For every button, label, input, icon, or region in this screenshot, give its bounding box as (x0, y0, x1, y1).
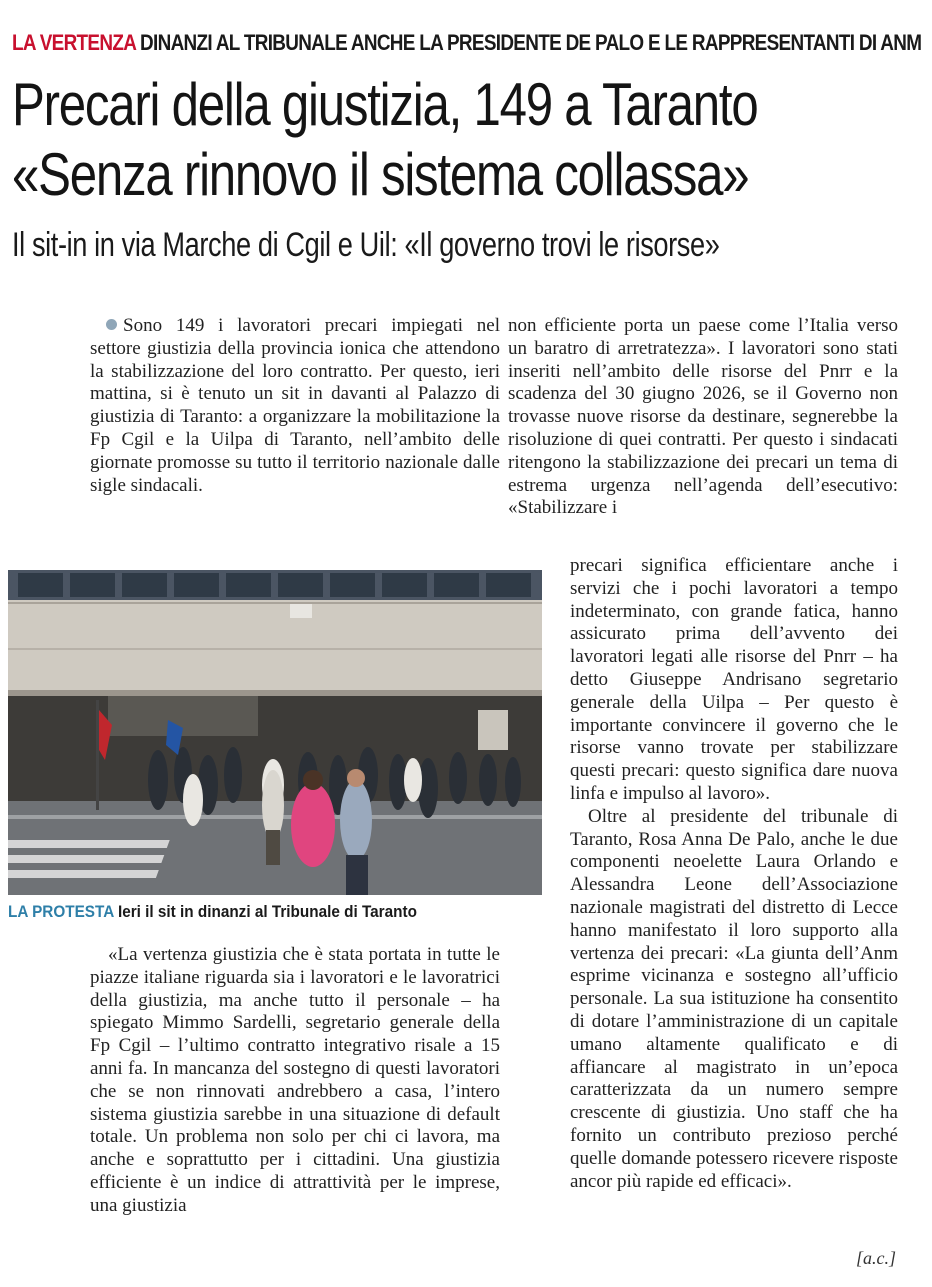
headline (12, 70, 914, 210)
kicker-text: DINANZI AL TRIBUNALE ANCHE LA PRESIDENTE DE PALO E LE RAPPRESENTANTI DI ANM (140, 30, 922, 55)
kicker (12, 30, 922, 56)
headline-line-1: Precari della giustizia, 149 a Taranto (12, 71, 758, 138)
caption-text: Ieri il sit in dinanzi al Tribunale di Taranto (117, 902, 417, 921)
headline-line-2: «Senza rinnovo il sistema collassa» (12, 141, 749, 208)
subheadline: Il sit-in in via Marche di Cgil e Uil: «Il governo trovi le risorse» (12, 226, 720, 264)
author-signature: [a.c.] (856, 1248, 896, 1268)
column-3-paragraph-2: Oltre al presidente del tribunale di Taranto, Rosa Anna De Palo, anche le due componenti neoelette Laura Orlando e Alessandra Leone dell’Associazione nazionale magistrati del distretto di Lecce hanno manifestato il loro supporto alla vertenza dei precari: «La giunta dell’Anm esprime vicinanza e sostegno all’ufficio personale. La sua istituzione ha consentito di dotare l’amministrazione di un capitale umano altamente qualificato e di affiancare al magistrato in un’epoca caratterizzata da un numero sempre crescente di giustizia. Uno staff che ha fornito un contributo prezioso perché quelle domande potessero ricevere risposte ancor più rapide ed efficaci». (570, 805, 898, 1192)
caption-label: LA PROTESTA (8, 902, 114, 921)
quote-paragraph: «La vertenza giustizia che è stata portata in tutte le piazze italiane riguarda sia i lavoratori e le lavoratrici della giustizia, ma anche tutto il personale – ha spiegato Mimmo Sardelli, segretario generale della Fp Cgil – l’ultimo contratto integrativo risale a 15 anni fa. In mancanza del sostegno di questi lavoratori che se non rinnovati andrebbero a casa, l’intero sistema giustizia sarebbe in una situazione di default totale. Un problema non solo per chi ci lavora, ma anche e soprattutto per i cittadini. Una giustizia efficiente è un indice di attrattività per le imprese, una giustizia (90, 944, 500, 1216)
lead-paragraph: Sono 149 i lavoratori precari impiegati nel settore giustizia della provincia ionica che attendono la stabilizzazione del loro contratto. Per questo, ieri mattina, si è tenuto un sit in davanti al Palazzo di giustizia di Taranto: a organizzare la mobilitazione la Fp Cgil e la Uilpa di Taranto, nell’ambito delle giornate promosse su tutto il territorio nazionale dalle sigle sindacali. (90, 315, 500, 496)
bullet-icon (106, 319, 117, 330)
column-3-paragraph-1: precari significa efficientare anche i servizi che i pochi lavoratori a tempo indeterminato, con grande fatica, hanno assicurato prima dell’avvento dei lavoratori legati alle risorse del Pnrr – ha detto Giuseppe Andrisano segretario generale della Uilpa – Per questo è importante convincere il governo che le risorse vanno trovate per stabilizzare questi precari: questo significa dare nuova linfa e impulso al lavoro». (570, 555, 898, 804)
article-column-1 (90, 315, 500, 497)
article-column-2 (508, 315, 898, 520)
article-column-1-continued (90, 944, 500, 1218)
photo-illustration (8, 570, 542, 895)
kicker-label: LA VERTENZA (12, 30, 136, 55)
protest-photo (8, 570, 542, 895)
photo-caption (8, 902, 548, 922)
article-column-3 (570, 555, 898, 1193)
column-2-paragraph: non efficiente porta un paese come l’Italia verso un baratro di arretratezza». I lavoratori sono stati inseriti nell’ambito delle risorse del Pnrr e la scadenza del 30 giugno 2026, se il Governo non trovasse nuove risorse da destinare, segnerebbe la risoluzione di quei contratti. Per questo i sindacati ritengono la stabilizzazione dei precari un tema di estrema urgenza nell’agenda dell’esecutivo: «Stabilizzare i (508, 315, 898, 519)
